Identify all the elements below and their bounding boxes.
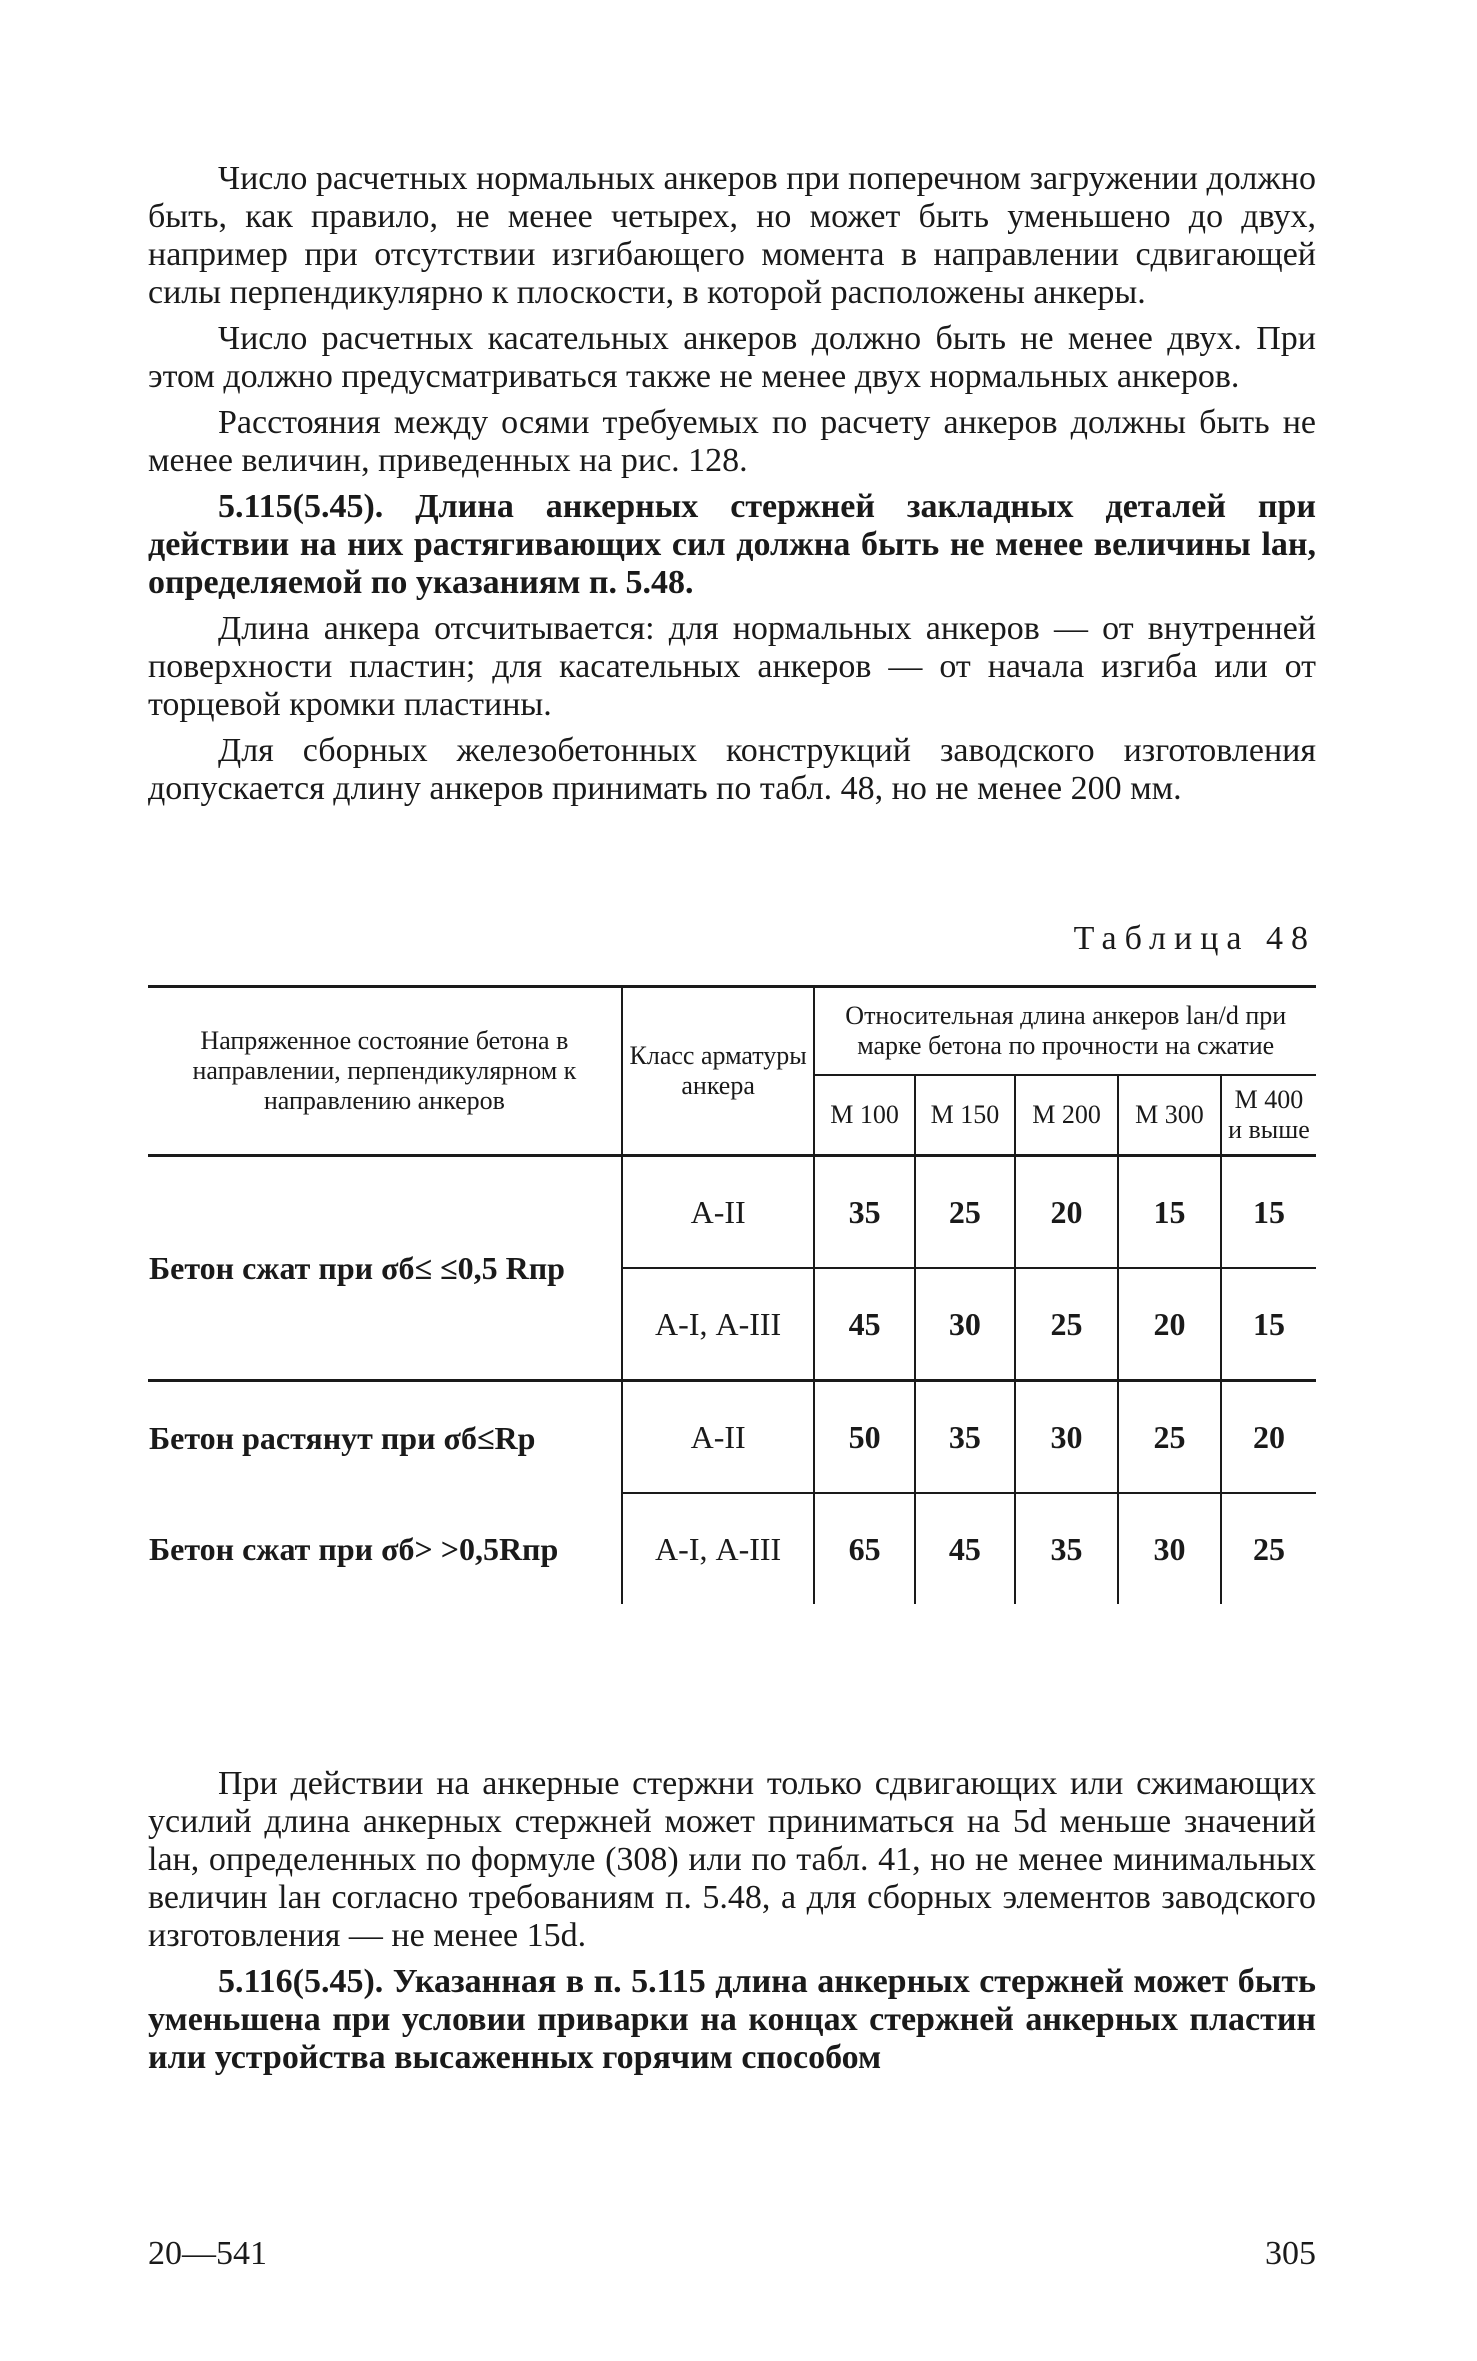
value-cell: 15 bbox=[1221, 1156, 1316, 1269]
value-cell: 25 bbox=[1221, 1493, 1316, 1604]
signature-mark: 20—541 bbox=[148, 2235, 267, 2272]
header-group: Относительная длина анкеров lан/d при марке бетона по прочности на сжатие bbox=[814, 987, 1316, 1076]
class-cell: А-I, А-III bbox=[622, 1493, 815, 1604]
paragraph: Расстояния между осями требуемых по расчету анкеров должны быть не менее величин, приведенных на рис. 128. bbox=[148, 404, 1316, 479]
value-cell: 50 bbox=[814, 1381, 914, 1494]
grade-header: М 150 bbox=[915, 1075, 1015, 1156]
class-cell: А-II bbox=[622, 1381, 815, 1494]
page-footer bbox=[148, 2235, 1316, 2273]
value-cell: 65 bbox=[814, 1493, 914, 1604]
value-cell: 45 bbox=[814, 1268, 914, 1381]
bottom-text bbox=[148, 1765, 1316, 2085]
value-cell: 20 bbox=[1015, 1156, 1118, 1269]
value-cell: 15 bbox=[1221, 1268, 1316, 1381]
grade-header: М 200 bbox=[1015, 1075, 1118, 1156]
paragraph: При действии на анкерные стержни только сдвигающих или сжимающих усилий длина анкерных стержней может приниматься на 5d меньше значений lан, определенных по формуле (308) или по табл. 41, но не менее минимальных величин lан согласно требованиям п. 5.48, а для сборных элементов заводского изготовления — не менее 15d. bbox=[148, 1765, 1316, 1954]
state-cell: Бетон сжат при σб≤ ≤0,5 Rпр bbox=[149, 1250, 565, 1286]
table-row bbox=[148, 1381, 1316, 1494]
grade-header: М 300 bbox=[1118, 1075, 1221, 1156]
state-cell: Бетон сжат при σб> >0,5Rпр bbox=[149, 1530, 559, 1567]
value-cell: 35 bbox=[1015, 1493, 1118, 1604]
clause-5-115: 5.115(5.45). Длина анкерных стержней закладных деталей при действии на них растягивающих сил должна быть не менее величины lан, определяемой по указаниям п. 5.48. bbox=[148, 488, 1316, 601]
value-cell: 30 bbox=[915, 1268, 1015, 1381]
value-cell: 25 bbox=[1118, 1381, 1221, 1494]
class-cell: А-II bbox=[622, 1156, 815, 1269]
value-cell: 20 bbox=[1221, 1381, 1316, 1494]
paragraph: Число расчетных нормальных анкеров при поперечном загружении должно быть, как правило, не менее четырех, но может быть уменьшено до двух, например при отсутствии изгибающего момента в направлении сдвигающей силы перпендикулярно к плоскости, в которой расположены анкеры. bbox=[148, 160, 1316, 311]
value-cell: 30 bbox=[1015, 1381, 1118, 1494]
value-cell: 20 bbox=[1118, 1268, 1221, 1381]
paragraph: Число расчетных касательных анкеров должно быть не менее двух. При этом должно предусматриваться также не менее двух нормальных анкеров. bbox=[148, 320, 1316, 395]
value-cell: 25 bbox=[1015, 1268, 1118, 1381]
table-row bbox=[148, 1493, 1316, 1604]
value-cell: 45 bbox=[915, 1493, 1015, 1604]
state-cell: Бетон растянут при σб≤Rр bbox=[148, 1381, 622, 1494]
table-title: Таблица 48 bbox=[1073, 920, 1316, 957]
value-cell: 15 bbox=[1118, 1156, 1221, 1269]
paragraph: Для сборных железобетонных конструкций заводского изготовления допускается длину анкеров принимать по табл. 48, но не менее 200 мм. bbox=[148, 732, 1316, 807]
value-cell: 35 bbox=[814, 1156, 914, 1269]
class-cell: А-I, А-III bbox=[622, 1268, 815, 1381]
grade-header: М 100 bbox=[814, 1075, 914, 1156]
grade-header: М 400 и выше bbox=[1221, 1075, 1316, 1156]
header-class: Класс арматуры анкера bbox=[622, 987, 815, 1156]
value-cell: 25 bbox=[915, 1156, 1015, 1269]
value-cell: 30 bbox=[1118, 1493, 1221, 1604]
top-text bbox=[148, 160, 1316, 816]
value-cell: 35 bbox=[915, 1381, 1015, 1494]
clause-5-116: 5.116(5.45). Указанная в п. 5.115 длина анкерных стержней может быть уменьшена при условии приварки на концах стержней анкерных пластин или устройства высаженных горячим способом bbox=[148, 1963, 1316, 2076]
page-number: 305 bbox=[1265, 2235, 1316, 2272]
table-48 bbox=[148, 985, 1316, 1604]
header-state: Напряженное состояние бетона в направлении, перпендикулярном к направлению анкеров bbox=[148, 987, 622, 1156]
table-row bbox=[148, 1156, 1316, 1269]
paragraph: Длина анкера отсчитывается: для нормальных анкеров — от внутренней поверхности пластин; для касательных анкеров — от начала изгиба или от торцевой кромки пластины. bbox=[148, 610, 1316, 723]
